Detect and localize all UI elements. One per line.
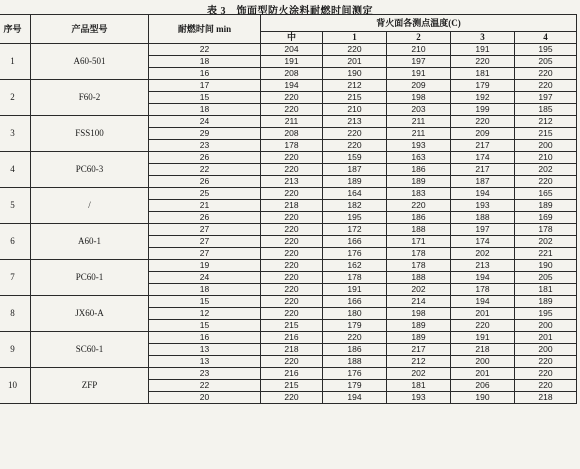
cell-temp-1: 190	[323, 68, 387, 80]
cell-temp-1: 180	[323, 308, 387, 320]
cell-temp-center: 220	[261, 392, 323, 404]
cell-temp-2: 210	[387, 44, 451, 56]
cell-product: FSS100	[31, 116, 149, 152]
cell-time: 12	[149, 308, 261, 320]
table-row	[0, 224, 577, 236]
cell-index: 10	[0, 368, 31, 404]
cell-temp-1: 213	[323, 116, 387, 128]
cell-temp-3: 179	[451, 80, 515, 92]
cell-temp-center: 213	[261, 176, 323, 188]
cell-temp-center: 208	[261, 128, 323, 140]
cell-time: 15	[149, 92, 261, 104]
cell-temp-center: 220	[261, 92, 323, 104]
cell-time: 27	[149, 248, 261, 260]
fire-resistance-table	[0, 14, 577, 404]
cell-temp-3: 194	[451, 272, 515, 284]
cell-temp-1: 176	[323, 248, 387, 260]
cell-index: 3	[0, 116, 31, 152]
cell-temp-center: 194	[261, 80, 323, 92]
cell-temp-1: 179	[323, 320, 387, 332]
cell-temp-2: 189	[387, 332, 451, 344]
cell-temp-3: 217	[451, 164, 515, 176]
table-row	[0, 260, 577, 272]
table-title: 表 3 饰面型防火涂料耐燃时间测定	[207, 6, 373, 17]
cell-temp-2: 214	[387, 296, 451, 308]
cell-temp-1: 189	[323, 176, 387, 188]
cell-temp-3: 190	[451, 392, 515, 404]
cell-temp-2: 188	[387, 224, 451, 236]
header-index: 序号	[0, 15, 31, 44]
cell-index: 8	[0, 296, 31, 332]
cell-temp-3: 201	[451, 308, 515, 320]
table-row	[0, 44, 577, 56]
cell-temp-4: 178	[515, 224, 577, 236]
cell-temp-1: 178	[323, 272, 387, 284]
cell-temp-center: 220	[261, 272, 323, 284]
cell-temp-4: 210	[515, 152, 577, 164]
cell-temp-center: 220	[261, 188, 323, 200]
header-product: 产品型号	[31, 15, 149, 44]
cell-temp-center: 215	[261, 320, 323, 332]
cell-temp-1: 201	[323, 56, 387, 68]
cell-temp-center: 216	[261, 368, 323, 380]
cell-temp-1: 215	[323, 92, 387, 104]
cell-temp-4: 189	[515, 200, 577, 212]
cell-temp-3: 191	[451, 44, 515, 56]
cell-index: 6	[0, 224, 31, 260]
cell-temp-1: 166	[323, 296, 387, 308]
cell-temp-4: 220	[515, 68, 577, 80]
cell-temp-2: 198	[387, 308, 451, 320]
cell-temp-center: 178	[261, 140, 323, 152]
cell-temp-2: 198	[387, 92, 451, 104]
cell-temp-3: 181	[451, 68, 515, 80]
cell-temp-center: 218	[261, 344, 323, 356]
cell-temp-2: 189	[387, 176, 451, 188]
cell-temp-center: 208	[261, 68, 323, 80]
cell-temp-center: 220	[261, 260, 323, 272]
cell-index: 7	[0, 260, 31, 296]
header-time: 耐燃时间 min	[149, 15, 261, 44]
cell-temp-3: 191	[451, 332, 515, 344]
cell-product: /	[31, 188, 149, 224]
cell-temp-2: 183	[387, 188, 451, 200]
cell-temp-1: 220	[323, 128, 387, 140]
cell-time: 22	[149, 164, 261, 176]
header-point-center: 中	[261, 32, 323, 44]
cell-temp-center: 220	[261, 236, 323, 248]
header-point-1: 1	[323, 32, 387, 44]
cell-temp-1: 220	[323, 44, 387, 56]
cell-temp-1: 210	[323, 104, 387, 116]
cell-temp-center: 220	[261, 248, 323, 260]
cell-time: 16	[149, 68, 261, 80]
cell-product: A60-501	[31, 44, 149, 80]
cell-temp-4: 190	[515, 260, 577, 272]
cell-index: 5	[0, 188, 31, 224]
cell-temp-4: 212	[515, 116, 577, 128]
cell-temp-2: 212	[387, 356, 451, 368]
cell-temp-2: 186	[387, 164, 451, 176]
cell-time: 24	[149, 272, 261, 284]
cell-temp-1: 195	[323, 212, 387, 224]
cell-time: 17	[149, 80, 261, 92]
cell-temp-center: 220	[261, 164, 323, 176]
cell-temp-4: 197	[515, 92, 577, 104]
cell-temp-2: 193	[387, 140, 451, 152]
cell-temp-4: 218	[515, 392, 577, 404]
cell-temp-center: 191	[261, 56, 323, 68]
cell-time: 23	[149, 368, 261, 380]
cell-temp-4: 205	[515, 56, 577, 68]
cell-temp-1: 220	[323, 332, 387, 344]
table-row	[0, 332, 577, 344]
cell-time: 27	[149, 236, 261, 248]
cell-temp-center: 215	[261, 380, 323, 392]
cell-temp-1: 187	[323, 164, 387, 176]
cell-time: 16	[149, 332, 261, 344]
cell-temp-1: 194	[323, 392, 387, 404]
cell-temp-1: 191	[323, 284, 387, 296]
cell-product: JX60-A	[31, 296, 149, 332]
cell-temp-4: 202	[515, 164, 577, 176]
cell-temp-3: 220	[451, 320, 515, 332]
cell-temp-3: 202	[451, 248, 515, 260]
cell-index: 1	[0, 44, 31, 80]
cell-temp-4: 205	[515, 272, 577, 284]
table-body	[0, 44, 577, 404]
cell-temp-4: 215	[515, 128, 577, 140]
cell-time: 20	[149, 392, 261, 404]
cell-temp-4: 220	[515, 176, 577, 188]
cell-product: SC60-1	[31, 332, 149, 368]
cell-temp-2: 193	[387, 392, 451, 404]
cell-temp-center: 211	[261, 116, 323, 128]
cell-temp-3: 220	[451, 116, 515, 128]
cell-product: PC60-1	[31, 260, 149, 296]
cell-temp-2: 171	[387, 236, 451, 248]
cell-temp-center: 216	[261, 332, 323, 344]
cell-temp-1: 166	[323, 236, 387, 248]
cell-temp-4: 195	[515, 44, 577, 56]
cell-temp-3: 178	[451, 284, 515, 296]
cell-time: 18	[149, 104, 261, 116]
cell-temp-3: 194	[451, 296, 515, 308]
cell-temp-1: 220	[323, 140, 387, 152]
cell-temp-4: 189	[515, 296, 577, 308]
cell-time: 13	[149, 344, 261, 356]
cell-product: ZFP	[31, 368, 149, 404]
cell-temp-3: 200	[451, 356, 515, 368]
cell-temp-3: 197	[451, 224, 515, 236]
cell-index: 4	[0, 152, 31, 188]
cell-temp-4: 185	[515, 104, 577, 116]
cell-temp-3: 206	[451, 380, 515, 392]
cell-time: 26	[149, 212, 261, 224]
cell-product: A60-1	[31, 224, 149, 260]
cell-temp-4: 220	[515, 368, 577, 380]
cell-temp-center: 220	[261, 152, 323, 164]
cell-temp-center: 220	[261, 224, 323, 236]
cell-time: 22	[149, 380, 261, 392]
cell-temp-2: 211	[387, 116, 451, 128]
cell-time: 25	[149, 188, 261, 200]
cell-time: 21	[149, 200, 261, 212]
cell-temp-center: 220	[261, 308, 323, 320]
cell-temp-1: 162	[323, 260, 387, 272]
cell-time: 26	[149, 152, 261, 164]
cell-temp-3: 213	[451, 260, 515, 272]
cell-temp-3: 209	[451, 128, 515, 140]
cell-temp-1: 188	[323, 356, 387, 368]
cell-temp-3: 220	[451, 56, 515, 68]
header-point-4: 4	[515, 32, 577, 44]
cell-temp-center: 220	[261, 356, 323, 368]
cell-temp-2: 203	[387, 104, 451, 116]
cell-temp-2: 217	[387, 344, 451, 356]
cell-time: 18	[149, 284, 261, 296]
cell-temp-3: 217	[451, 140, 515, 152]
cell-temp-2: 188	[387, 272, 451, 284]
cell-temp-4: 220	[515, 380, 577, 392]
cell-temp-4: 200	[515, 140, 577, 152]
cell-time: 24	[149, 116, 261, 128]
cell-temp-4: 220	[515, 80, 577, 92]
cell-temp-2: 178	[387, 260, 451, 272]
table-row	[0, 296, 577, 308]
cell-time: 26	[149, 176, 261, 188]
cell-temp-4: 169	[515, 212, 577, 224]
cell-temp-1: 179	[323, 380, 387, 392]
cell-temp-2: 191	[387, 68, 451, 80]
cell-time: 29	[149, 128, 261, 140]
table-row	[0, 188, 577, 200]
cell-temp-4: 200	[515, 320, 577, 332]
cell-temp-center: 220	[261, 104, 323, 116]
cell-temp-4: 165	[515, 188, 577, 200]
cell-index: 2	[0, 80, 31, 116]
cell-temp-4: 200	[515, 344, 577, 356]
cell-temp-center: 218	[261, 200, 323, 212]
cell-temp-1: 164	[323, 188, 387, 200]
cell-temp-3: 193	[451, 200, 515, 212]
cell-time: 19	[149, 260, 261, 272]
cell-temp-2: 211	[387, 128, 451, 140]
cell-temp-3: 174	[451, 236, 515, 248]
cell-temp-2: 202	[387, 368, 451, 380]
cell-temp-center: 220	[261, 296, 323, 308]
cell-temp-3: 194	[451, 188, 515, 200]
cell-temp-4: 202	[515, 236, 577, 248]
cell-temp-1: 159	[323, 152, 387, 164]
cell-temp-2: 186	[387, 212, 451, 224]
header-point-3: 3	[451, 32, 515, 44]
cell-temp-3: 192	[451, 92, 515, 104]
cell-temp-4: 181	[515, 284, 577, 296]
cell-time: 15	[149, 296, 261, 308]
cell-temp-center: 204	[261, 44, 323, 56]
cell-temp-2: 220	[387, 200, 451, 212]
cell-temp-1: 212	[323, 80, 387, 92]
cell-temp-3: 187	[451, 176, 515, 188]
cell-product: PC60-3	[31, 152, 149, 188]
header-temperature-group: 背火面各测点温度(C)	[261, 15, 577, 32]
cell-temp-center: 220	[261, 284, 323, 296]
cell-temp-4: 195	[515, 308, 577, 320]
cell-temp-2: 189	[387, 320, 451, 332]
cell-temp-2: 197	[387, 56, 451, 68]
cell-temp-3: 199	[451, 104, 515, 116]
cell-temp-1: 186	[323, 344, 387, 356]
cell-temp-3: 174	[451, 152, 515, 164]
cell-time: 18	[149, 56, 261, 68]
cell-temp-2: 209	[387, 80, 451, 92]
cell-index: 9	[0, 332, 31, 368]
cell-temp-4: 220	[515, 356, 577, 368]
cell-temp-4: 201	[515, 332, 577, 344]
cell-time: 15	[149, 320, 261, 332]
cell-temp-4: 221	[515, 248, 577, 260]
cell-temp-2: 181	[387, 380, 451, 392]
header-point-2: 2	[387, 32, 451, 44]
cell-temp-3: 188	[451, 212, 515, 224]
cell-temp-3: 218	[451, 344, 515, 356]
cell-temp-3: 201	[451, 368, 515, 380]
cell-time: 23	[149, 140, 261, 152]
table-row	[0, 152, 577, 164]
cell-time: 22	[149, 44, 261, 56]
cell-temp-1: 182	[323, 200, 387, 212]
table-row	[0, 116, 577, 128]
cell-time: 13	[149, 356, 261, 368]
cell-temp-center: 220	[261, 212, 323, 224]
cell-temp-2: 202	[387, 284, 451, 296]
cell-product: F60-2	[31, 80, 149, 116]
cell-temp-2: 178	[387, 248, 451, 260]
table-row	[0, 368, 577, 380]
cell-temp-2: 163	[387, 152, 451, 164]
table-row	[0, 80, 577, 92]
cell-temp-1: 176	[323, 368, 387, 380]
cell-temp-1: 172	[323, 224, 387, 236]
cell-time: 27	[149, 224, 261, 236]
